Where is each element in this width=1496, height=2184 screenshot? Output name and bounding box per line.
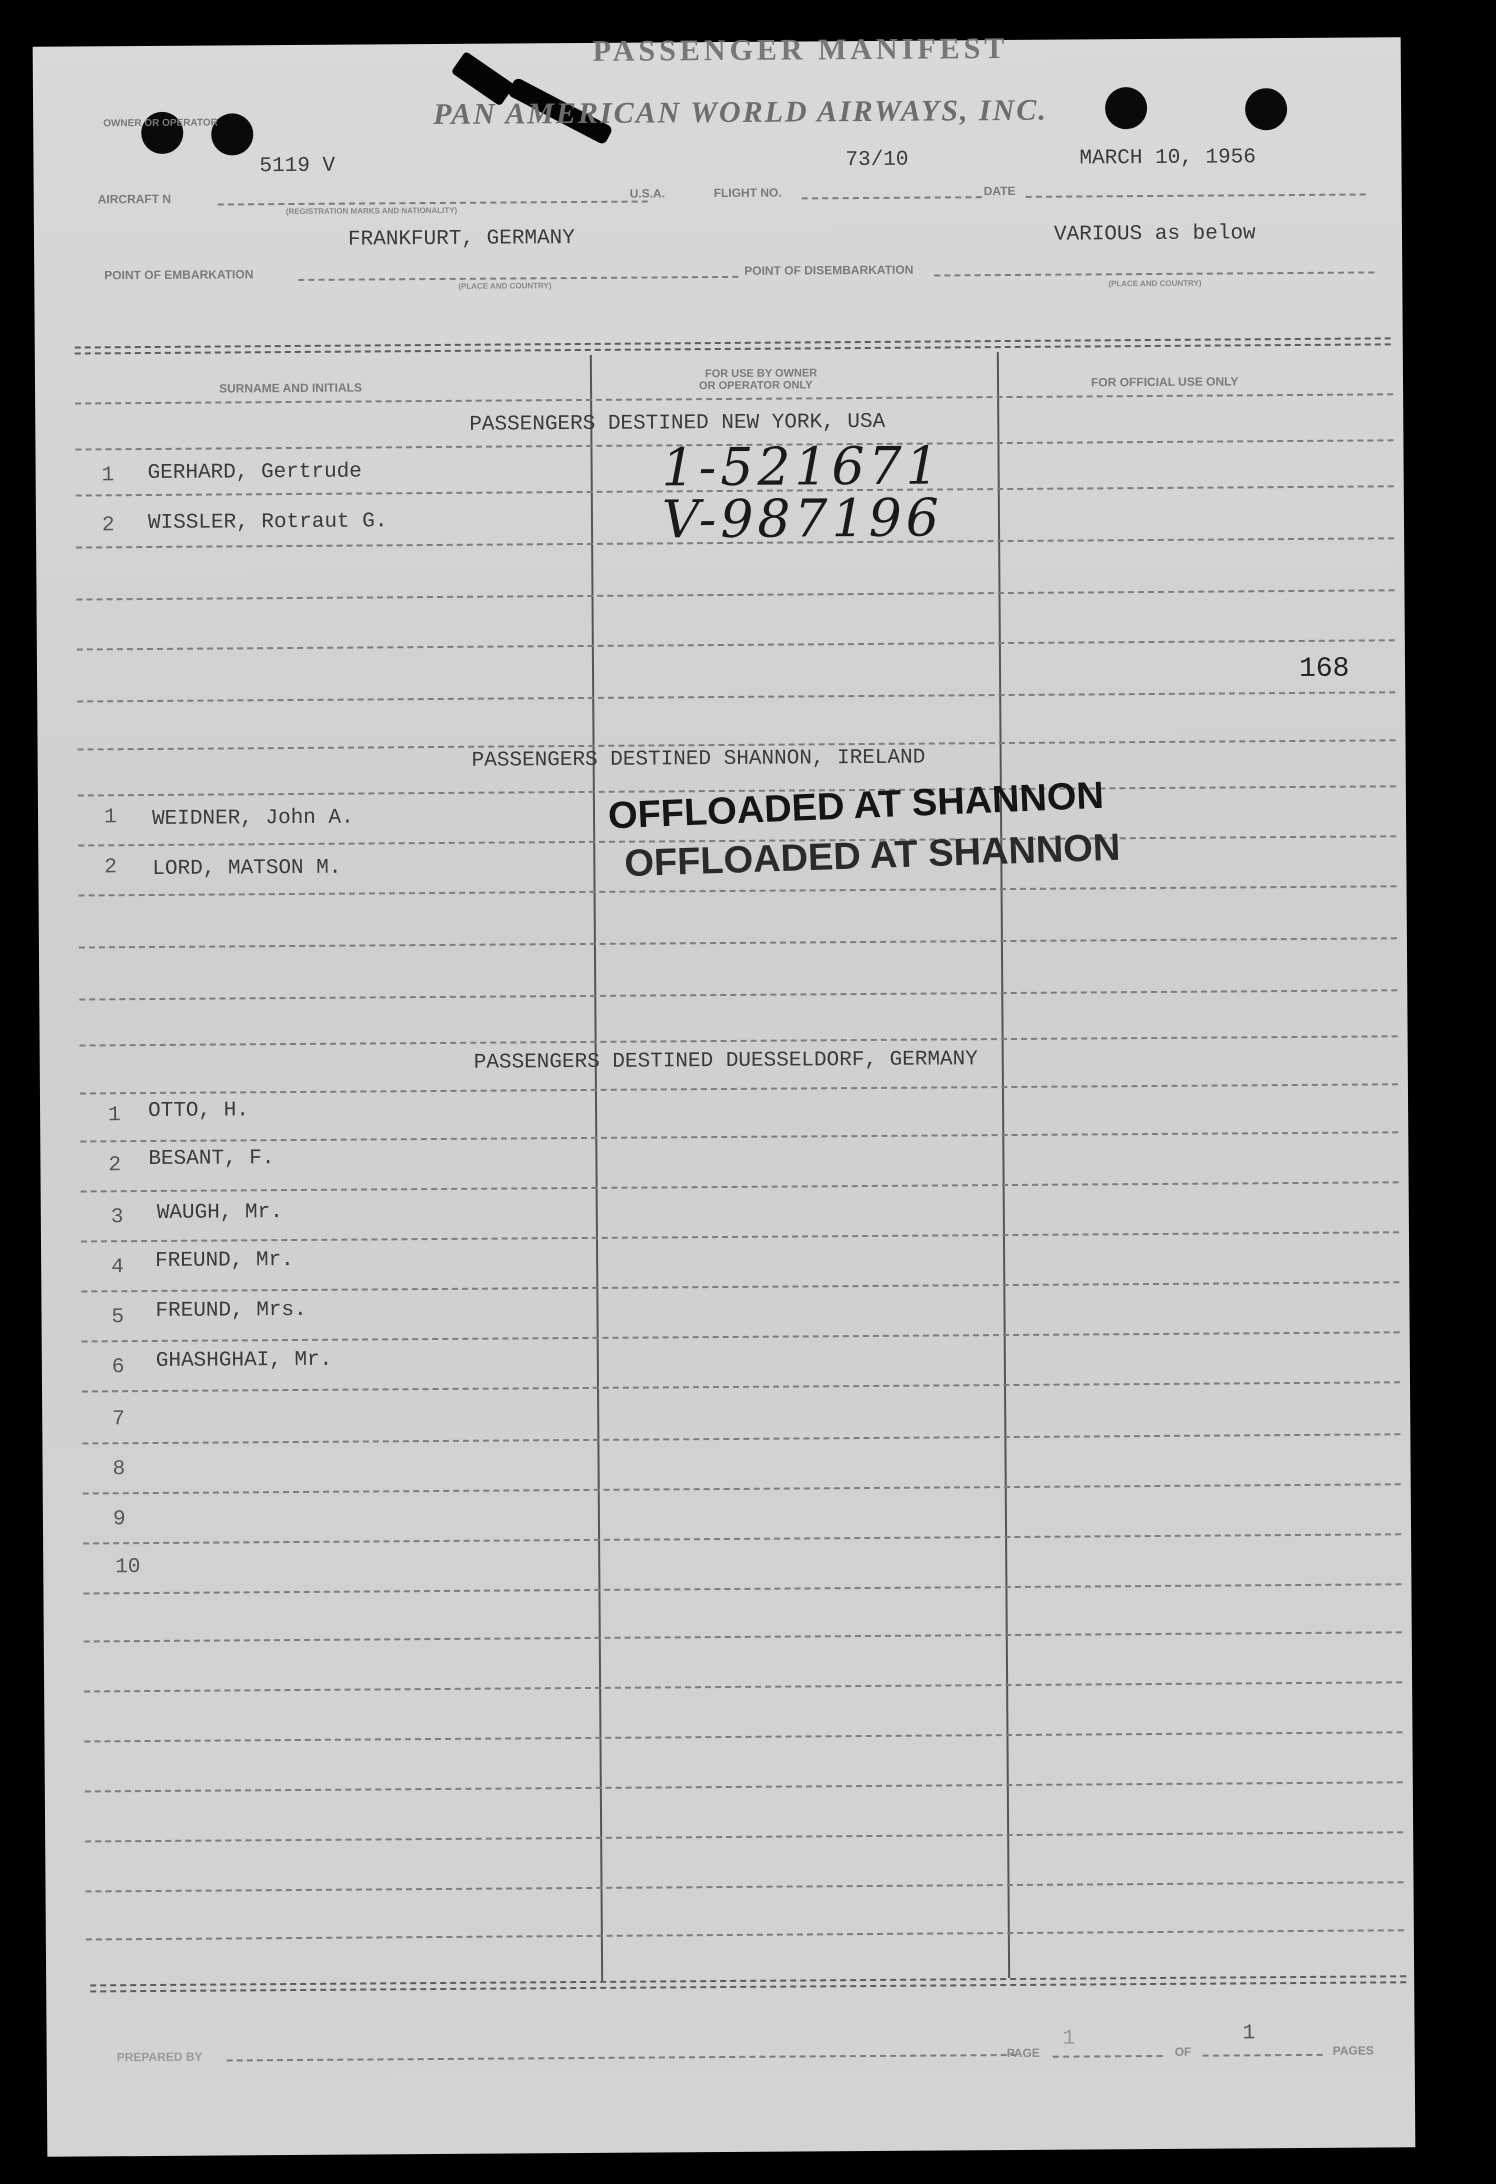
- row-number: 10: [115, 1556, 141, 1580]
- table-rule: [84, 1731, 1402, 1742]
- row-number: 3: [110, 1206, 124, 1230]
- column-header-owner-use-2: OR OPERATOR ONLY: [698, 379, 813, 393]
- page-underline: [1053, 2055, 1163, 2058]
- table-rule: [84, 1631, 1402, 1642]
- aircraft-label: AIRCRAFT N: [97, 191, 172, 207]
- table-rule: [82, 1381, 1400, 1392]
- row-number: 1: [103, 806, 117, 830]
- table-rule: [81, 1181, 1399, 1192]
- date-value: MARCH 10, 1956: [1079, 146, 1256, 171]
- disembark-label: POINT OF DISEMBARKATION: [744, 262, 914, 278]
- prepared-by-underline: [227, 2054, 1017, 2062]
- table-rule: [83, 1483, 1401, 1494]
- offloaded-stamp: OFFLOADED AT SHANNON: [623, 826, 1121, 886]
- row-number: 1: [101, 464, 115, 488]
- handwritten-note: V-987196: [661, 488, 944, 551]
- punch-hole-right-2: [1245, 88, 1287, 130]
- registration-note: (REGISTRATION MARKS AND NATIONALITY): [285, 205, 458, 217]
- row-number: 8: [112, 1458, 126, 1482]
- owner-operator-label: OWNER OR OPERATOR: [103, 117, 218, 130]
- table-top-line-1: [75, 337, 1391, 348]
- passenger-name: GERHARD, Gertrude: [147, 460, 362, 486]
- passenger-name: WEIDNER, John A.: [151, 806, 354, 831]
- table-rule: [79, 885, 1397, 896]
- embark-value: FRANKFURT, GERMANY: [347, 227, 575, 252]
- column-header-owner-use-1: FOR USE BY OWNER: [704, 367, 818, 381]
- table-rule: [80, 1083, 1398, 1094]
- table-rule: [83, 1583, 1401, 1594]
- embark-label: POINT OF EMBARKATION: [104, 267, 254, 283]
- passenger-name: GHASHGHAI, Mr.: [155, 1348, 333, 1373]
- pages-label: PAGES: [1332, 2043, 1374, 2058]
- table-rule: [83, 1533, 1401, 1544]
- table-rule: [84, 1681, 1402, 1692]
- punch-hole-right-1: [1105, 87, 1147, 129]
- manifest-page: [33, 31, 1416, 2156]
- passenger-name: LORD, MATSON M.: [152, 856, 342, 881]
- section-heading-shannon: PASSENGERS DESTINED SHANNON, IRELAND: [471, 746, 926, 773]
- section-heading-new-york: PASSENGERS DESTINED NEW YORK, USA: [469, 410, 886, 437]
- column-header-surname: SURNAME AND INITIALS: [218, 380, 362, 396]
- table-rule: [86, 1881, 1404, 1892]
- table-rule: [82, 1331, 1400, 1342]
- row-number: 6: [111, 1356, 125, 1380]
- row-number: 7: [112, 1408, 125, 1432]
- airline-name: PAN AMERICAN WORLD AIRWAYS, INC.: [433, 93, 1048, 132]
- disembark-underline: [934, 271, 1374, 276]
- total-pages-underline: [1203, 2054, 1323, 2057]
- table-rule: [80, 1035, 1398, 1046]
- prepared-by-label: PREPARED BY: [116, 2049, 203, 2065]
- aircraft-value: 5119 V: [259, 154, 336, 179]
- flight-underline: [802, 196, 982, 199]
- passenger-name: OTTO, H.: [148, 1099, 249, 1124]
- row-number: 5: [111, 1306, 125, 1330]
- table-rule: [79, 937, 1397, 948]
- total-pages-value: 1: [1242, 2022, 1256, 2046]
- row-number: 2: [104, 856, 118, 880]
- column-header-official-use: FOR OFFICIAL USE ONLY: [1090, 374, 1239, 390]
- date-label: DATE: [983, 183, 1016, 199]
- page-label: PAGE: [1006, 2045, 1040, 2061]
- aircraft-underline: [218, 201, 648, 206]
- passenger-name: FREUND, Mr.: [155, 1249, 294, 1273]
- table-rule: [79, 989, 1397, 1000]
- passenger-name: FREUND, Mrs.: [155, 1298, 307, 1323]
- row-number: 4: [111, 1256, 124, 1280]
- place-country-note-1: (PLACE AND COUNTRY): [458, 281, 552, 291]
- flight-value: 73/10: [845, 148, 909, 173]
- page-value: 1: [1062, 2027, 1076, 2051]
- row-number: 9: [112, 1508, 126, 1532]
- passenger-name: WAUGH, Mr.: [156, 1201, 283, 1225]
- table-rule: [82, 1433, 1400, 1444]
- section-heading-duesseldorf: PASSENGERS DESTINED DUESSELDORF, GERMANY: [473, 1048, 978, 1075]
- table-rule: [77, 691, 1395, 702]
- table-rule: [80, 1131, 1398, 1142]
- row-number: 2: [101, 514, 115, 538]
- place-country-note-2: (PLACE AND COUNTRY): [1108, 278, 1202, 289]
- flight-label: FLIGHT NO.: [713, 185, 782, 201]
- handwritten-note: 1-521671: [661, 436, 943, 499]
- country-label: U.S.A.: [629, 186, 666, 201]
- row-number: 1: [108, 1104, 121, 1128]
- passenger-name: WISSLER, Rotraut G.: [147, 510, 388, 536]
- table-rule: [86, 1929, 1404, 1940]
- form-title: PASSENGER MANIFEST: [592, 31, 1009, 68]
- disembark-value: VARIOUS as below: [1053, 222, 1256, 247]
- of-label: OF: [1174, 2044, 1192, 2059]
- offloaded-stamp: OFFLOADED AT SHANNON: [607, 774, 1105, 838]
- table-rule: [81, 1231, 1399, 1242]
- date-underline: [1026, 193, 1366, 197]
- official-use-number: 168: [1298, 653, 1350, 685]
- passenger-name: BESANT, F.: [148, 1147, 275, 1172]
- table-rule: [85, 1781, 1403, 1792]
- table-rule: [85, 1831, 1403, 1842]
- table-rule: [77, 589, 1395, 600]
- row-number: 2: [108, 1154, 122, 1178]
- table-rule: [81, 1281, 1399, 1292]
- table-rule: [77, 639, 1395, 650]
- embark-underline: [298, 276, 738, 281]
- table-bottom-line-1: [90, 1975, 1406, 1986]
